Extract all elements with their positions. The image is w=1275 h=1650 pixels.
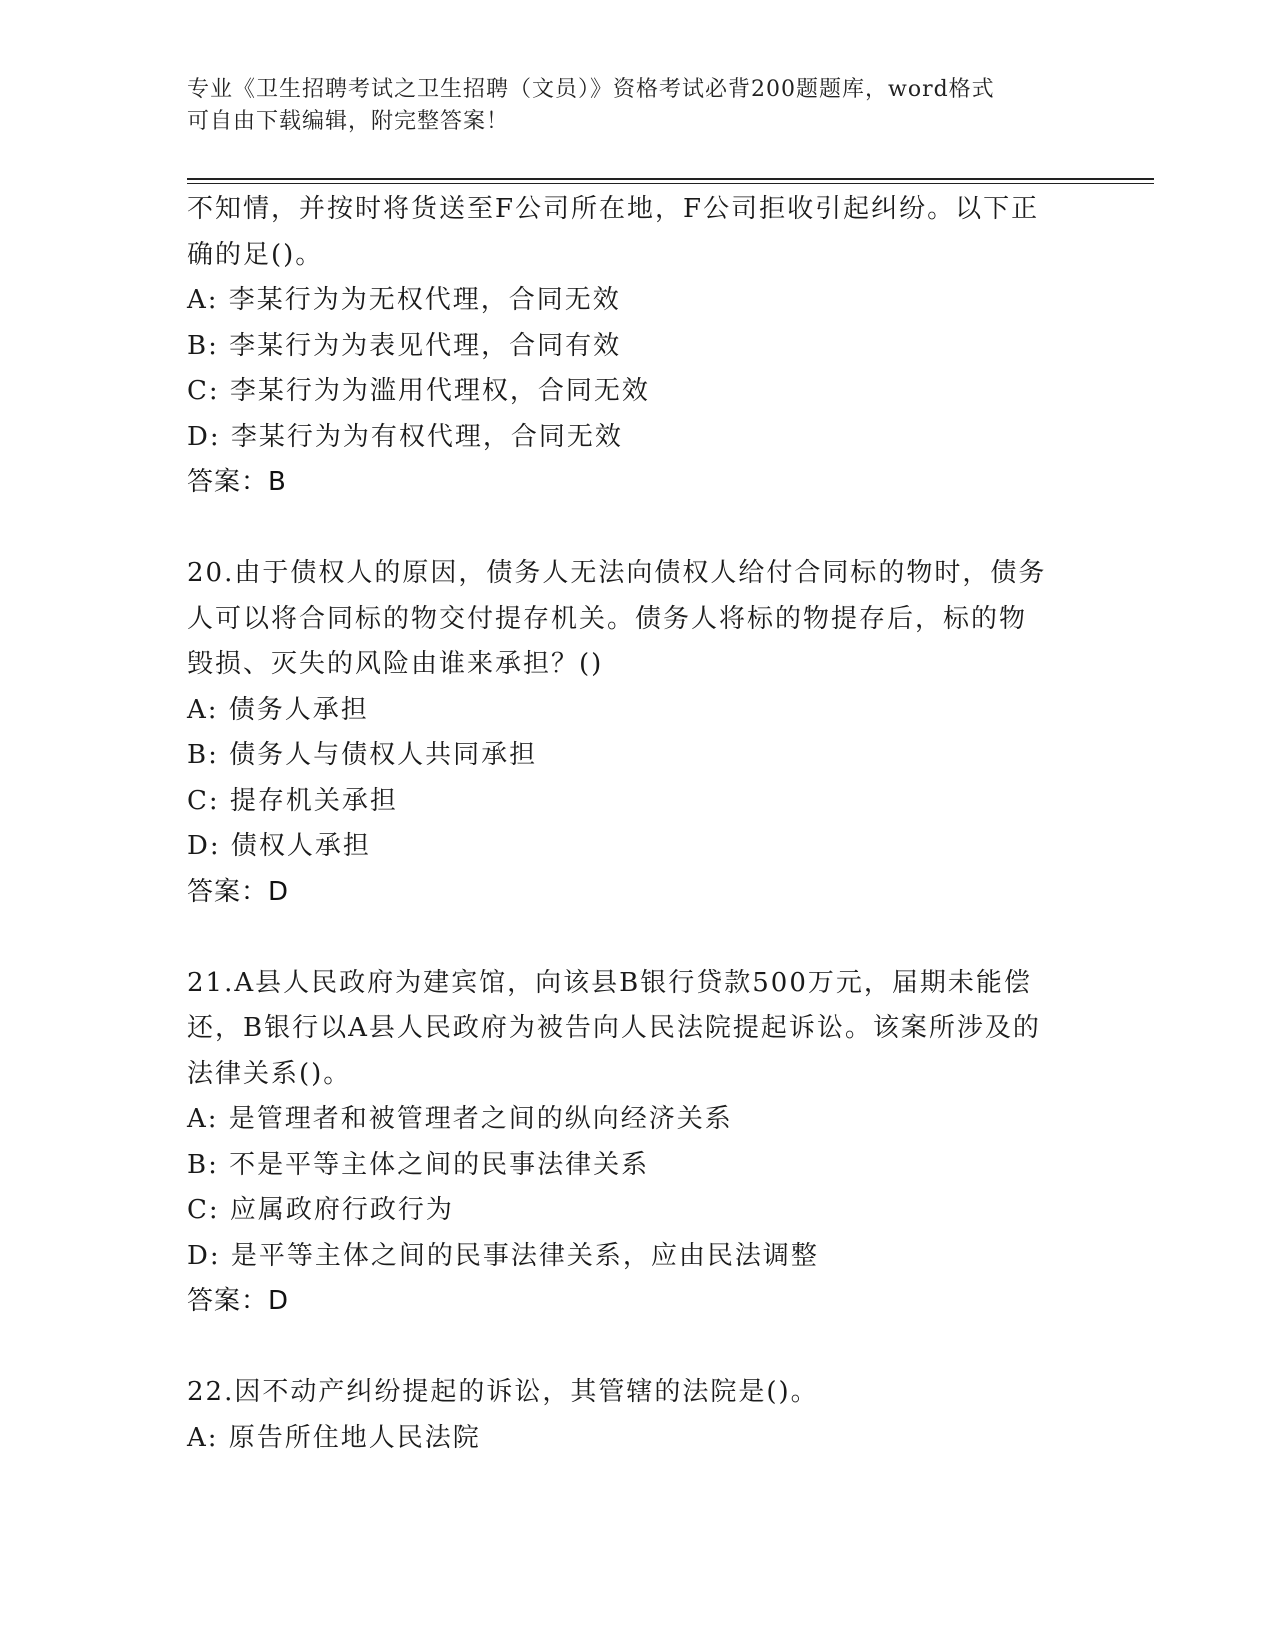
answer-line: 答案：B bbox=[187, 467, 287, 497]
header-divider-thick bbox=[187, 178, 1154, 180]
question-block-20 bbox=[187, 551, 1087, 915]
option-c: C: 应属政府行政行为 bbox=[187, 1195, 454, 1225]
option-b: B: 债务人与债权人共同承担 bbox=[187, 740, 538, 770]
page-header bbox=[187, 74, 1087, 138]
answer-line: 答案：D bbox=[187, 1286, 290, 1316]
question-text-line: 人可以将合同标的物交付提存机关。债务人将标的物提存后，标的物 bbox=[187, 603, 1028, 634]
question-text-line: 还，B银行以A县人民政府为被告向人民法院提起诉讼。该案所涉及的 bbox=[187, 1013, 1041, 1043]
question-text-line: 20.由于债权人的原因，债务人无法向债权人给付合同标的物时，债务 bbox=[187, 558, 1047, 588]
option-c: C: 提存机关承担 bbox=[187, 785, 398, 816]
header-divider-thin bbox=[187, 183, 1154, 184]
question-spacer bbox=[187, 1325, 1087, 1371]
option-b: B: 不是平等主体之间的民事法律关系 bbox=[187, 1149, 650, 1180]
option-d: D: 是平等主体之间的民事法律关系，应由民法调整 bbox=[187, 1240, 819, 1271]
question-text-line: 22.因不动产纠纷提起的诉讼，其管辖的法院是()。 bbox=[187, 1377, 819, 1407]
question-text-line: 21.A县人民政府为建宾馆，向该县B银行贷款500万元，届期未能偿 bbox=[187, 967, 1032, 998]
question-spacer bbox=[187, 506, 1087, 552]
question-spacer bbox=[187, 915, 1087, 961]
question-text-line: 不知情，并按时将货送至F公司所在地，F公司拒收引起纠纷。以下正 bbox=[187, 194, 1040, 224]
question-block-21 bbox=[187, 961, 1087, 1325]
option-d: D: 李某行为为有权代理，合同无效 bbox=[187, 421, 623, 452]
option-a: A: 债务人承担 bbox=[187, 694, 369, 725]
option-a: A: 李某行为为无权代理，合同无效 bbox=[187, 285, 621, 315]
option-c: C: 李某行为为滥用代理权，合同无效 bbox=[187, 376, 650, 406]
question-text-line: 毁损、灭失的风险由谁来承担？() bbox=[187, 649, 604, 679]
option-b: B: 李某行为为表见代理，合同有效 bbox=[187, 330, 622, 361]
question-content bbox=[187, 187, 1087, 1461]
header-title-line-1: 专业《卫生招聘考试之卫生招聘（文员）》资格考试必背200题题库，word格式 bbox=[187, 77, 995, 102]
option-d: D: 债权人承担 bbox=[187, 831, 371, 861]
header-title-line-2: 可自由下载编辑，附完整答案！ bbox=[187, 109, 510, 134]
question-block-continued bbox=[187, 187, 1087, 506]
option-a: A: 是管理者和被管理者之间的纵向经济关系 bbox=[187, 1104, 733, 1134]
question-block-22 bbox=[187, 1370, 1087, 1461]
question-text-line: 法律关系()。 bbox=[187, 1058, 352, 1089]
answer-line: 答案：D bbox=[187, 876, 290, 907]
option-a: A: 原告所住地人民法院 bbox=[187, 1422, 481, 1453]
question-text-line: 确的足()。 bbox=[187, 239, 324, 270]
